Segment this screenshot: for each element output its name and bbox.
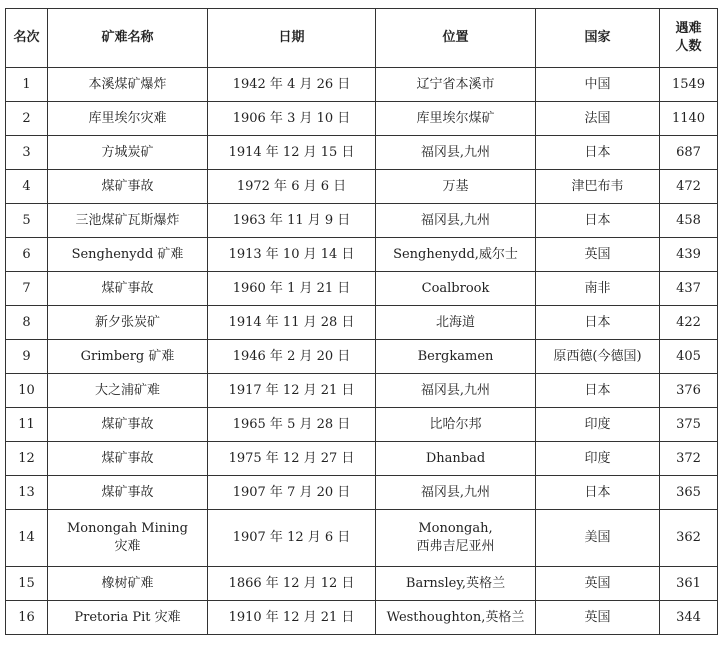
cell-deaths: 458 <box>660 204 718 238</box>
cell-date: 1972 年 6 月 6 日 <box>208 170 376 204</box>
header-date: 日期 <box>208 9 376 68</box>
cell-name: 新夕张炭矿 <box>48 306 208 340</box>
mining-disasters-table <box>5 8 718 635</box>
table-row <box>6 567 718 601</box>
cell-date: 1866 年 12 月 12 日 <box>208 567 376 601</box>
cell-country: 印度 <box>536 408 660 442</box>
cell-date: 1906 年 3 月 10 日 <box>208 102 376 136</box>
cell-rank: 6 <box>6 238 48 272</box>
cell-date: 1907 年 7 月 20 日 <box>208 476 376 510</box>
cell-country: 美国 <box>536 510 660 567</box>
cell-rank: 14 <box>6 510 48 567</box>
cell-location: 比哈尔邦 <box>376 408 536 442</box>
table-row <box>6 374 718 408</box>
cell-location: 北海道 <box>376 306 536 340</box>
cell-country: 英国 <box>536 238 660 272</box>
cell-name: 煤矿事故 <box>48 408 208 442</box>
cell-deaths: 375 <box>660 408 718 442</box>
cell-rank: 3 <box>6 136 48 170</box>
header-location: 位置 <box>376 9 536 68</box>
cell-date: 1914 年 12 月 15 日 <box>208 136 376 170</box>
header-name: 矿难名称 <box>48 9 208 68</box>
table-row <box>6 238 718 272</box>
cell-deaths: 362 <box>660 510 718 567</box>
cell-deaths: 1140 <box>660 102 718 136</box>
table-row <box>6 510 718 567</box>
header-rank: 名次 <box>6 9 48 68</box>
cell-country: 日本 <box>536 136 660 170</box>
cell-deaths: 439 <box>660 238 718 272</box>
table-row <box>6 306 718 340</box>
cell-name: Grimberg 矿难 <box>48 340 208 374</box>
cell-location: 福冈县,九州 <box>376 136 536 170</box>
cell-deaths: 405 <box>660 340 718 374</box>
cell-country: 法国 <box>536 102 660 136</box>
cell-rank: 11 <box>6 408 48 442</box>
header-deaths <box>660 9 718 68</box>
cell-name: Pretoria Pit 灾难 <box>48 601 208 635</box>
cell-country: 日本 <box>536 476 660 510</box>
cell-location: Barnsley,英格兰 <box>376 567 536 601</box>
cell-date: 1913 年 10 月 14 日 <box>208 238 376 272</box>
cell-deaths: 1549 <box>660 68 718 102</box>
table-row <box>6 136 718 170</box>
table-row <box>6 170 718 204</box>
cell-country: 南非 <box>536 272 660 306</box>
table-row <box>6 601 718 635</box>
cell-date: 1910 年 12 月 21 日 <box>208 601 376 635</box>
cell-rank: 8 <box>6 306 48 340</box>
cell-deaths: 422 <box>660 306 718 340</box>
cell-name <box>48 510 208 567</box>
cell-country: 日本 <box>536 204 660 238</box>
cell-location: 福冈县,九州 <box>376 476 536 510</box>
cell-name: Senghenydd 矿难 <box>48 238 208 272</box>
cell-date: 1975 年 12 月 27 日 <box>208 442 376 476</box>
cell-rank: 12 <box>6 442 48 476</box>
table-row <box>6 68 718 102</box>
cell-deaths: 376 <box>660 374 718 408</box>
cell-name: 方城炭矿 <box>48 136 208 170</box>
cell-location: 福冈县,九州 <box>376 204 536 238</box>
cell-name: 大之浦矿难 <box>48 374 208 408</box>
cell-rank: 10 <box>6 374 48 408</box>
cell-country: 英国 <box>536 601 660 635</box>
cell-name: 煤矿事故 <box>48 272 208 306</box>
cell-location: 福冈县,九州 <box>376 374 536 408</box>
table-row <box>6 102 718 136</box>
cell-date: 1907 年 12 月 6 日 <box>208 510 376 567</box>
cell-location-line2: 西弗吉尼亚州 <box>416 539 495 554</box>
cell-country: 英国 <box>536 567 660 601</box>
cell-location: Senghenydd,威尔士 <box>376 238 536 272</box>
cell-deaths: 372 <box>660 442 718 476</box>
cell-rank: 15 <box>6 567 48 601</box>
cell-date: 1917 年 12 月 21 日 <box>208 374 376 408</box>
table-row <box>6 476 718 510</box>
cell-location: Bergkamen <box>376 340 536 374</box>
cell-rank: 9 <box>6 340 48 374</box>
cell-country: 日本 <box>536 306 660 340</box>
cell-deaths: 687 <box>660 136 718 170</box>
cell-date: 1946 年 2 月 20 日 <box>208 340 376 374</box>
cell-location: 库里埃尔煤矿 <box>376 102 536 136</box>
cell-country: 原西德(今德国) <box>536 340 660 374</box>
cell-location: Coalbrook <box>376 272 536 306</box>
cell-location <box>376 510 536 567</box>
cell-name: 煤矿事故 <box>48 442 208 476</box>
cell-country: 日本 <box>536 374 660 408</box>
table-row <box>6 340 718 374</box>
cell-location: Westhoughton,英格兰 <box>376 601 536 635</box>
cell-rank: 1 <box>6 68 48 102</box>
cell-name: 煤矿事故 <box>48 170 208 204</box>
cell-deaths: 365 <box>660 476 718 510</box>
cell-deaths: 472 <box>660 170 718 204</box>
header-row <box>6 9 718 68</box>
cell-rank: 16 <box>6 601 48 635</box>
header-deaths-line2: 人数 <box>675 39 702 54</box>
cell-date: 1965 年 5 月 28 日 <box>208 408 376 442</box>
cell-date: 1963 年 11 月 9 日 <box>208 204 376 238</box>
mining-disasters-table-container <box>5 8 718 635</box>
cell-location: Dhanbad <box>376 442 536 476</box>
header-country: 国家 <box>536 9 660 68</box>
cell-date: 1914 年 11 月 28 日 <box>208 306 376 340</box>
cell-rank: 13 <box>6 476 48 510</box>
cell-name: 本溪煤矿爆炸 <box>48 68 208 102</box>
cell-name-line2: 灾难 <box>114 539 141 554</box>
cell-name: 库里埃尔灾难 <box>48 102 208 136</box>
cell-name: 橡树矿难 <box>48 567 208 601</box>
header-deaths-line1: 遇难 <box>675 21 702 36</box>
cell-deaths: 361 <box>660 567 718 601</box>
cell-rank: 2 <box>6 102 48 136</box>
cell-location-line1: Monongah, <box>418 521 493 536</box>
cell-deaths: 437 <box>660 272 718 306</box>
cell-rank: 7 <box>6 272 48 306</box>
cell-rank: 5 <box>6 204 48 238</box>
table-row <box>6 408 718 442</box>
cell-deaths: 344 <box>660 601 718 635</box>
cell-location: 万基 <box>376 170 536 204</box>
cell-date: 1960 年 1 月 21 日 <box>208 272 376 306</box>
cell-country: 津巴布韦 <box>536 170 660 204</box>
cell-name: 煤矿事故 <box>48 476 208 510</box>
cell-name-line1: Monongah Mining <box>67 521 188 536</box>
table-row <box>6 272 718 306</box>
cell-date: 1942 年 4 月 26 日 <box>208 68 376 102</box>
cell-country: 印度 <box>536 442 660 476</box>
cell-country: 中国 <box>536 68 660 102</box>
cell-location: 辽宁省本溪市 <box>376 68 536 102</box>
cell-rank: 4 <box>6 170 48 204</box>
cell-name: 三池煤矿瓦斯爆炸 <box>48 204 208 238</box>
table-row <box>6 442 718 476</box>
table-row <box>6 204 718 238</box>
